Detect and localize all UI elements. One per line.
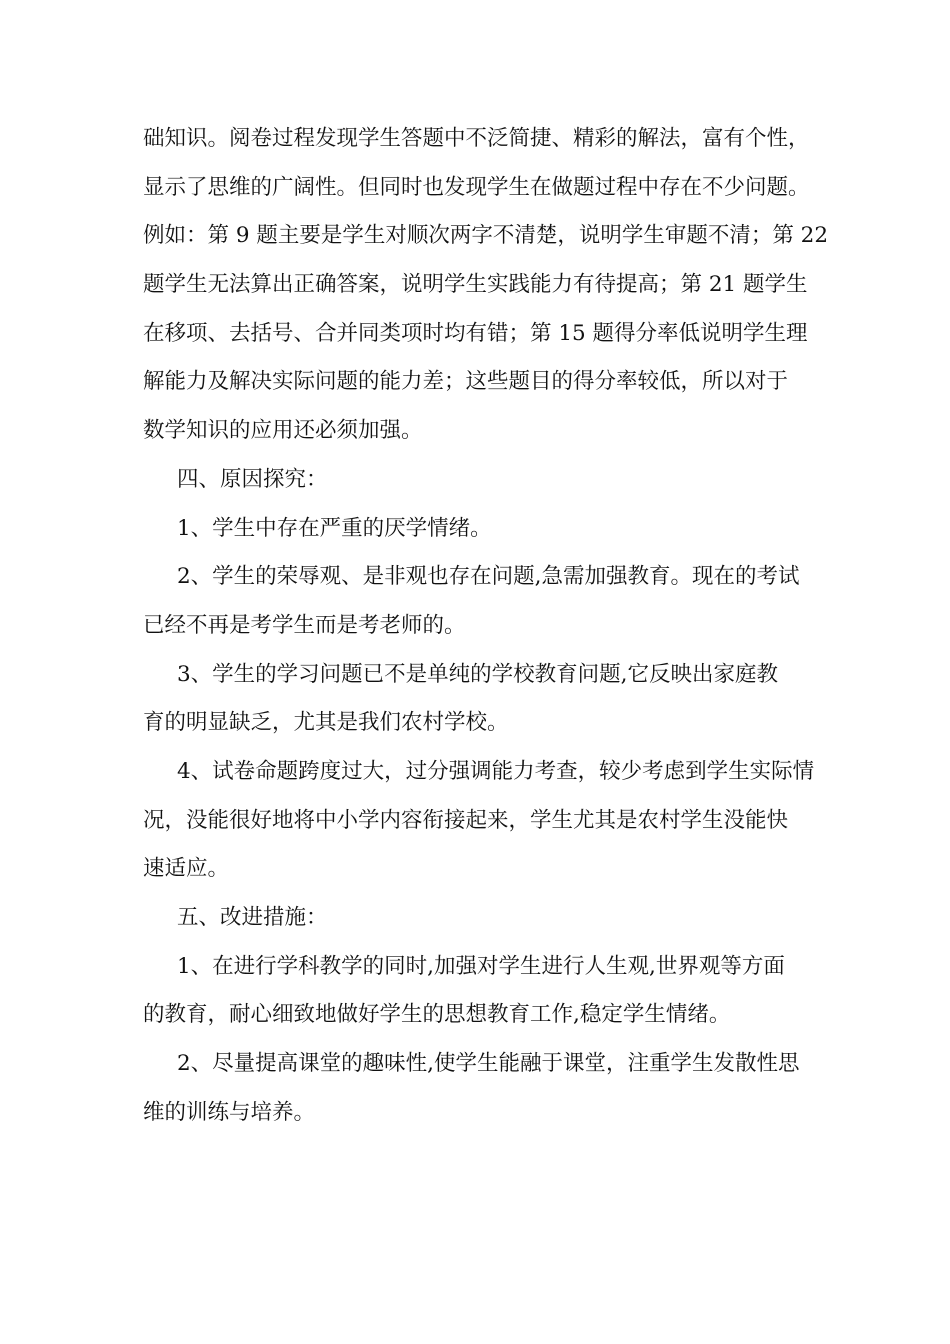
text-line: 况，没能很好地将中小学内容衔接起来，学生尤其是农村学生没能快 xyxy=(143,807,789,833)
text-line: 维的训练与培养。 xyxy=(143,1099,316,1125)
text-line: 础知识。阅卷过程发现学生答题中不泛简捷、精彩的解法，富有个性， xyxy=(143,126,810,151)
text-line: 解能力及解决实际问题的能力差；这些题目的得分率较低，所以对于 xyxy=(143,369,789,395)
text-line: 1、学生中存在严重的厌学情绪。 xyxy=(177,515,492,541)
text-line: 4、试卷命题跨度过大，过分强调能力考查，较少考虑到学生实际情 xyxy=(177,758,815,784)
text-line: 2、尽量提高课堂的趣味性,使学生能融于课堂，注重学生发散性思 xyxy=(177,1051,800,1077)
text-line: 显示了思维的广阔性。但同时也发现学生在做题过程中存在不少问题。 xyxy=(143,174,810,200)
text-line: 题学生无法算出正确答案，说明学生实践能力有待提高；第 21 题学生 xyxy=(143,272,808,298)
text-line: 3、学生的学习问题已不是单纯的学校教育问题,它反映出家庭教 xyxy=(177,661,779,687)
document-body xyxy=(143,115,829,1137)
text-line: 的教育，耐心细致地做好学生的思想教育工作,稳定学生情绪。 xyxy=(143,1002,731,1028)
text-line: 已经不再是考学生而是考老师的。 xyxy=(143,612,466,638)
text-line: 1、在进行学科教学的同时,加强对学生进行人生观,世界观等方面 xyxy=(177,953,785,979)
section-heading-improvements: 五、改进措施： xyxy=(177,905,328,930)
text-line: 例如：第 9 题主要是学生对顺次两字不清楚，说明学生审题不清；第 22 xyxy=(143,223,829,249)
text-line: 速适应。 xyxy=(143,856,230,882)
text-line: 育的明显缺乏，尤其是我们农村学校。 xyxy=(143,710,509,736)
text-line: 在移项、去括号、合并同类项时均有错；第 15 题得分率低说明学生理 xyxy=(143,320,808,346)
text-line: 2、学生的荣辱观、是非观也存在问题,急需加强教育。现在的考试 xyxy=(177,564,800,590)
text-line: 数学知识的应用还必须加强。 xyxy=(143,418,423,444)
section-heading-reasons: 四、原因探究： xyxy=(177,466,328,492)
